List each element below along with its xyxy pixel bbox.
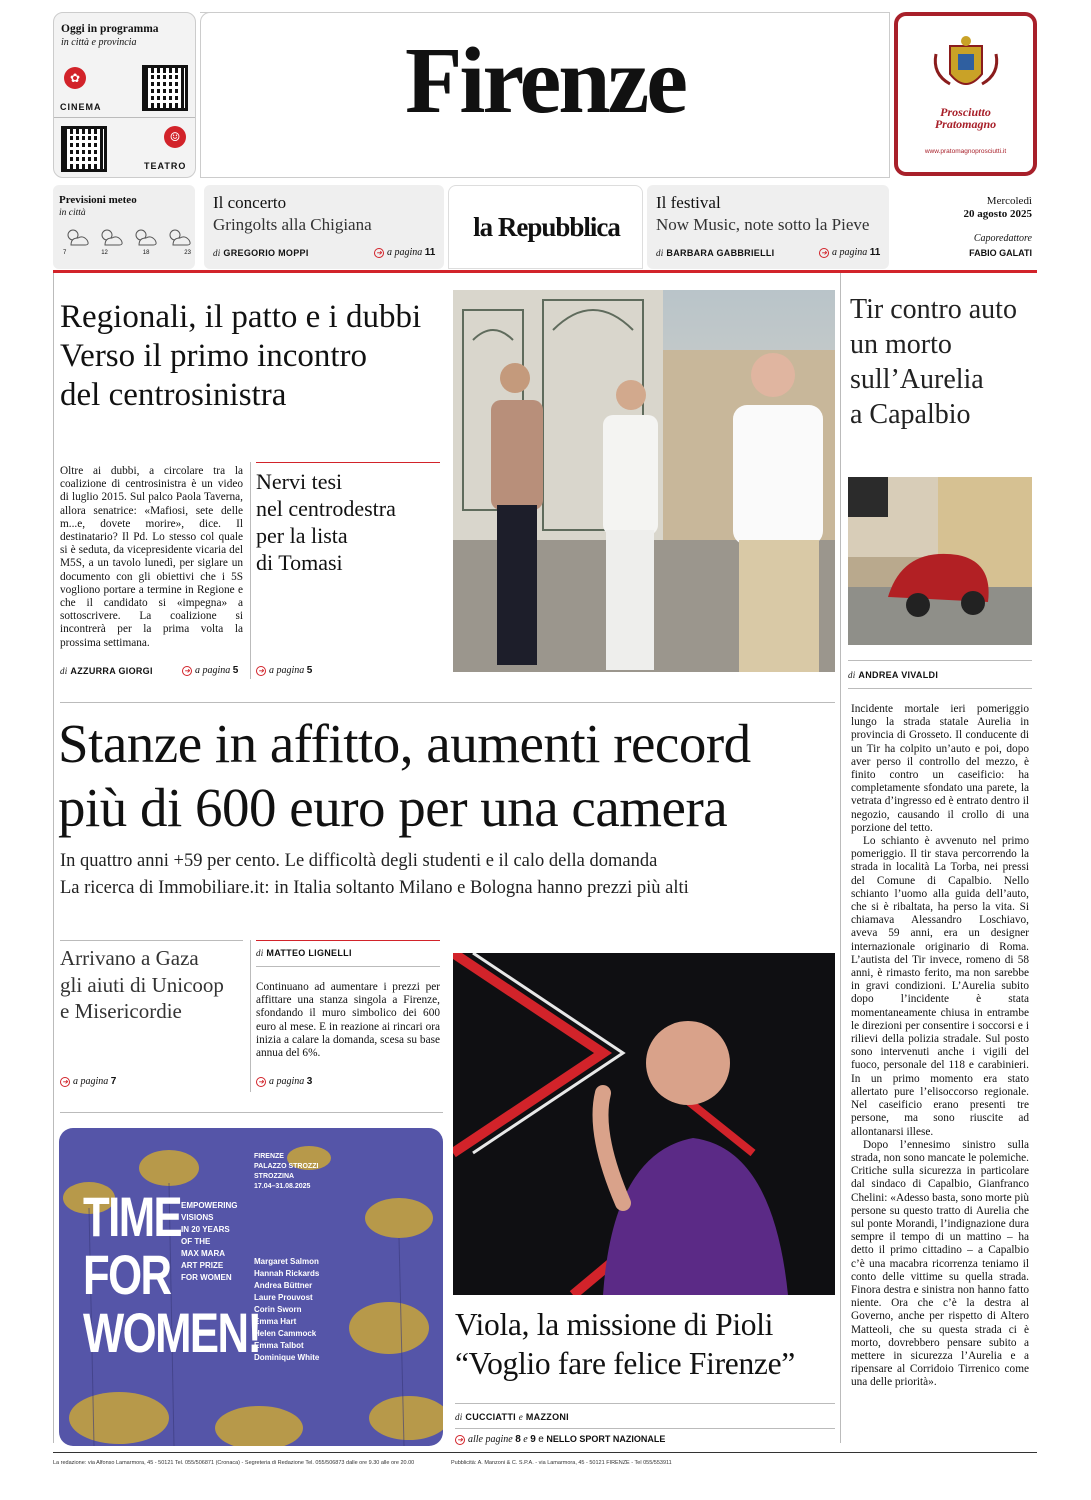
viola-rule	[455, 1403, 835, 1404]
festival-kicker: Il festival	[656, 193, 721, 212]
concerto-byline: di GREGORIO MOPPI	[213, 248, 309, 258]
regionali-headline[interactable]: Regionali, il patto e i dubbi Verso il primo incontro del centrosinistra	[60, 299, 422, 413]
section-rule	[60, 702, 835, 703]
programma-subtitle: in città e provincia	[61, 37, 137, 48]
stanze-subhead: In quattro anni +59 per cento. Le difficoltà degli studenti e il calo della domanda La ricerca di Immobiliare.it: in Italia soltanto Milano e Bologna hanno prezzi più alti	[60, 851, 689, 898]
left-rule	[53, 273, 54, 1443]
date-date: 20 agosto 2025	[963, 208, 1032, 220]
partly-cloudy-icon	[63, 225, 91, 249]
meteo-box	[53, 185, 195, 269]
arrow-right-icon: ➜	[455, 1435, 465, 1445]
pioli-photo	[453, 953, 835, 1295]
footer-redazione: La redazione: via Alfonso Lamarmora, 45 - 50121 Tel. 055/506871 (Cronaca) - Segreteria di Redazione Tel. 055/506873 dalle ore 9.30 alle ore 20.00	[53, 1460, 415, 1466]
ad-brand-line1: Prosciutto	[940, 105, 991, 119]
meteo-time: 23	[184, 250, 191, 256]
teatro-mask-icon[interactable]: ☺	[164, 126, 186, 148]
gaza-headline[interactable]: Arrivano a Gaza gli aiuti di Unicoop e Misericordie	[60, 946, 224, 1023]
arrow-right-icon: ➜	[819, 248, 829, 258]
festival-box[interactable]	[647, 185, 889, 269]
dateline	[893, 185, 1037, 269]
arrow-right-icon: ➜	[60, 1077, 70, 1087]
meteo-times	[63, 250, 191, 256]
photo-illustration	[453, 290, 835, 672]
tir-byline: di ANDREA VIVALDI	[848, 670, 939, 680]
stanze-pageref[interactable]: ➜ a pagina 3	[256, 1076, 312, 1087]
regionali-byline: di AZZURRA GIORGI	[60, 666, 153, 676]
ad-title: TIME FOR WOMEN!	[83, 1185, 261, 1364]
partly-cloudy-icon	[165, 225, 193, 249]
cinema-qr-icon[interactable]	[142, 65, 188, 111]
viola-headline[interactable]: Viola, la missione di Pioli “Voglio fare felice Firenze”	[455, 1307, 795, 1381]
nervi-headline[interactable]: Nervi tesi nel centrodestra per la lista di Tomasi	[256, 469, 396, 575]
politicians-duomo-photo	[453, 290, 835, 672]
cinema-label: CINEMA	[60, 102, 102, 112]
teatro-qr-icon[interactable]	[61, 126, 107, 172]
meteo-time: 18	[142, 250, 150, 256]
programma-title: Oggi in programma	[61, 23, 159, 35]
meteo-time: 7	[63, 250, 67, 256]
footer-rule	[53, 1452, 1037, 1453]
stanze-byline: di MATTEO LIGNELLI	[256, 948, 352, 958]
festival-byline: di BARBARA GABBRIELLI	[656, 248, 775, 258]
nervi-pageref[interactable]: ➜ a pagina 5	[256, 665, 312, 676]
festival-title: Now Music, note sotto la Pieve	[656, 215, 870, 234]
nervi-top-rule	[256, 462, 440, 463]
meteo-time: 12	[101, 250, 108, 256]
prosciutto-ad[interactable]	[894, 12, 1037, 176]
stanze-rule	[250, 940, 251, 1092]
viola-byline: di CUCCIATTI e MAZZONI	[455, 1412, 569, 1422]
stanze-body: Continuano ad aumentare i prezzi per affittare una stanza singola a Firenze, sfondando il muro simbolico dei 600 euro al mese. E in reazione ai rincari ora inizia a calare la domanda, scesa su base annua del 6%.	[256, 981, 440, 1060]
viola-rule	[455, 1428, 835, 1429]
red-rule	[53, 270, 1037, 273]
column-rule	[840, 273, 841, 1443]
footer-pubblicita: Pubblicità: A. Manzoni & C. S.P.A. - via Lamarmora, 45 - 50121 FIRENZE - Tel 055/553911	[451, 1460, 672, 1466]
photo-illustration	[453, 953, 835, 1295]
photo-illustration	[848, 477, 1032, 645]
teatro-label: TEATRO	[144, 161, 187, 171]
time-for-women-ad[interactable]	[59, 1128, 443, 1446]
repubblica-logo[interactable]: la Repubblica	[473, 212, 620, 242]
tir-rule	[848, 688, 1032, 689]
masthead-title[interactable]: Firenze	[404, 29, 685, 133]
editor-role: Caporedattore	[973, 233, 1032, 244]
concerto-title: Gringolts alla Chigiana	[213, 215, 372, 234]
ad-artists: Margaret Salmon Hannah Rickards Andrea Büttner Laure Prouvost Corin Sworn Emma Hart Helen Cammock Emma Talbot Dominique White	[254, 1257, 320, 1362]
ad-rule	[60, 1112, 443, 1113]
ad-url[interactable]: www.pratomagnoprosciutti.it	[924, 148, 1007, 155]
stanze-headline[interactable]: Stanze in affitto, aumenti record più di 600 euro per una camera	[58, 713, 751, 838]
programma-box	[53, 12, 196, 178]
meteo-title: Previsioni meteo	[59, 194, 137, 206]
divider	[54, 117, 195, 118]
gaza-rule	[60, 940, 243, 941]
meteo-subtitle: in città	[59, 208, 86, 218]
viola-pageref[interactable]: ➜ alle pagine 8 e 9 e NELLO SPORT NAZIONALE	[455, 1434, 665, 1445]
gaza-pageref[interactable]: ➜ a pagina 7	[60, 1076, 116, 1087]
tir-headline[interactable]: Tir contro auto un morto sull’Aurelia a Capalbio	[850, 294, 1017, 430]
festival-pageref[interactable]: ➜ a pagina 11	[819, 247, 880, 258]
arrow-right-icon: ➜	[374, 248, 384, 258]
arrow-right-icon: ➜	[182, 666, 192, 676]
car-crash-photo	[848, 477, 1032, 645]
concerto-kicker: Il concerto	[213, 193, 287, 212]
logo-box	[448, 185, 643, 269]
coat-of-arms-icon	[930, 34, 1002, 104]
partly-cloudy-icon	[131, 225, 159, 249]
date-day: Mercoledì	[986, 195, 1032, 207]
tir-body: Incidente mortale ieri pomeriggio lungo la strada statale Aurelia in provincia di Grosseto. Il conducente di un Tir ha colpito un’auto e poi, dopo aver perso il controllo del mezzo, è finito contro un caseificio: ha completamente sfondato una parete, la vetrata d’ingresso ed è entrato dentro il negozio, causando il crollo di una porzione del tetto. Lo schianto è avvenuto nel primo pomeriggio. Il tir stava percorrendo la strada in località La Torba, nei pressi del Comune di Capalbio. Nello schianto l’uomo alla guida dell’auto, che si è ribaltata, ha perso la vita. Si chiamava Alessandro Loschiavo, aveva 59 anni, era un designer internazionale originario di Roma. L’autista del Tir invece, romeno di 58 anni, è rimasto ferito, ma non sarebbe in gravi condizioni. L’Aurelia subito dopo l’incidente è stata momentaneamente chiusa in entrambe le direzioni per consentire i soccorsi e i rilievi della polizia stradale. Sul posto sono intervenuti anche i vigili del fuoco, personale del 118 e carabinieri. In un primo momento era stato allertato pure l’elisoccorso regionale. Nel caseificio erano presenti tre persone, ma sono riuscite ad allontanarsi illese. Dopo l’ennesimo sinistro sulla strada, non sono mancate le polemiche. Critiche sulla sicurezza in particolare dal sindaco di Capalbio, Gianfranco Chelini: «Adesso basta, sono morte più persone su questo tratto di Aurelia che sul ponte Morandi, l’indignazione dura sempre il tempo di un mattino – ha detto il primo cittadino – a Capalbio c’è una macabra ricorrenza teniamo il conto delle vittime su quella strada. Finora destra e sinistra non hanno fatto niente. Ora che c’è la destra al Governo, anche per rispetto di Altero Matteoli, che su questa strada ci è morto, dovrebbero pensare subito a mettere in sicurezza l’Aurelia e a ripensare al Corridoio Tirrenico come una delle priorità».	[851, 703, 1029, 1389]
stanze-top-rule	[256, 940, 440, 941]
ad-brand-line2: Pratomagno	[934, 117, 997, 131]
arrow-right-icon: ➜	[256, 666, 266, 676]
regionali-pageref[interactable]: ➜ a pagina 5	[182, 665, 238, 676]
cinema-icon[interactable]: ✿	[64, 67, 86, 89]
ad-venue: FIRENZE PALAZZO STROZZI STROZZINA 17.04–31.08.2025	[254, 1153, 319, 1190]
editor-name: FABIO GALATI	[969, 248, 1032, 258]
nervi-rule	[250, 462, 251, 679]
partly-cloudy-icon	[97, 225, 125, 249]
ad-tagline: EMPOWERING VISIONS IN 20 YEARS OF THE MAX MARA ART PRIZE FOR WOMEN	[181, 1201, 238, 1282]
concerto-pageref[interactable]: ➜ a pagina 11	[374, 247, 435, 258]
tir-rule	[848, 660, 1032, 661]
regionali-body: Oltre ai dubbi, a circolare tra la coalizione di centrosinistra è un video di luglio 2015. Sul palco Paola Taverna, allora senatrice: «Mafiosi, sete delle m...e, dovete morire», dice. Il destinatario? Il Pd. Lo stesso col quale si è seduta, da vicepresidente vicaria del M5S, a un tavolo lunedì, per siglare un documento con gli obiettivi che i 5S vogliono portare a termine in Regione e che il candidato si «impegna» a sottoscrivere. La coalizione si incontrerà per la prima volta la prossima settimana.	[60, 465, 243, 649]
concerto-box[interactable]	[204, 185, 444, 269]
arrow-right-icon: ➜	[256, 1077, 266, 1087]
stanze-rule	[256, 966, 440, 967]
weather-icons	[63, 225, 193, 249]
